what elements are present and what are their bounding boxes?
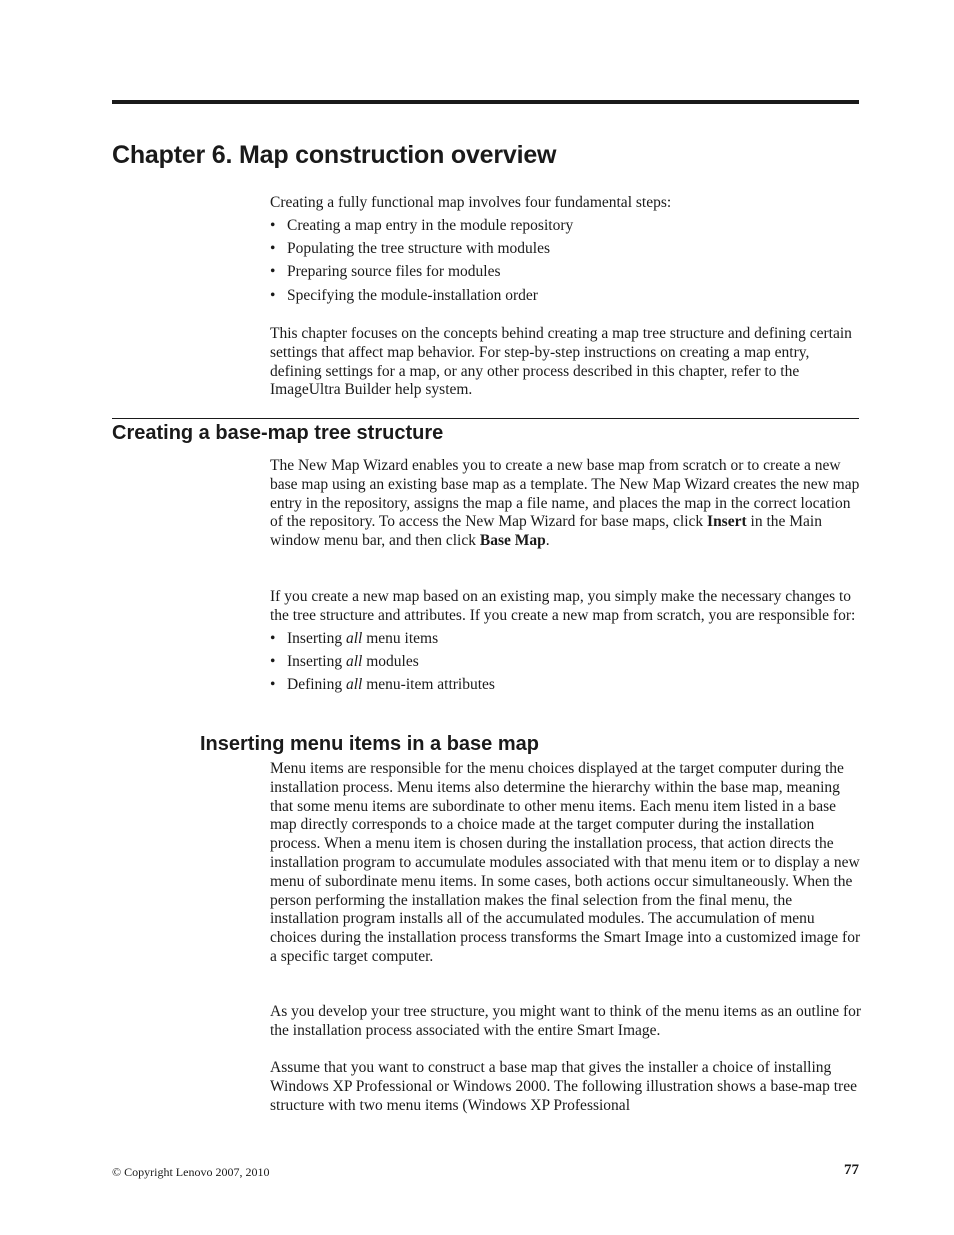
chapter-intro-block <box>270 194 862 310</box>
text-run: menu-item attributes <box>362 676 495 694</box>
list-item: • Specifying the module-installation order <box>270 287 862 310</box>
menu-items-paragraph-2: As you develop your tree structure, you might want to think of the menu items as an outline for the installation process associated with the entire Smart Image. <box>270 1003 862 1039</box>
chapter-focus-block <box>270 325 862 400</box>
menu-items-block-2 <box>270 1003 862 1041</box>
emphasis: all <box>345 676 363 694</box>
text-run: in the Main window menu bar, and then click <box>270 513 822 550</box>
section-rule <box>112 418 859 419</box>
base-map-paragraph-1 <box>270 457 862 551</box>
text-run: Inserting <box>287 629 346 647</box>
menu-items-paragraph-3: Assume that you want to construct a base map that gives the installer a choice of installing Windows XP Professional or Windows 2000. The following illustration shows a base-map tree structure with two menu items (Windows XP Professional <box>270 1059 857 1114</box>
text-run: . <box>545 532 550 550</box>
section-heading-menu-items: Inserting menu items in a base map <box>200 733 539 755</box>
base-map-menu-term: Base Map <box>479 532 546 550</box>
responsibilities-list <box>270 630 862 700</box>
list-item <box>270 630 862 653</box>
text-run: Inserting <box>287 652 346 670</box>
menu-items-paragraph-1: Menu items are responsible for the menu choices displayed at the target computer during the installation process. Menu items also determine the hierarchy within the base map, meaning that some menu items are subordinate to other menu items. Each menu item listed in a base map directly corresponds to a choice made at the target computer during the installation process. When a menu item is chosen during the installation process, that action directs the installation program to accumulate modules associated with that menu item or to display a new menu of subordinate menu items. In some cases, both actions occur simultaneously. When the person performing the installation makes the final selection from the final menu, the installation program installs all of the accumulated modules. The accumulation of menu choices during the installation process transforms the Smart Image into a customized image for a specific target computer. <box>270 760 861 965</box>
menu-items-block-1 <box>270 760 862 967</box>
list-item: • Creating a map entry in the module repository <box>270 217 862 240</box>
base-map-paragraph-2: If you create a new map based on an existing map, you simply make the necessary changes to the tree structure and attributes. If you create a new map from scratch, you are responsible for: <box>270 588 856 624</box>
emphasis: all <box>345 652 363 670</box>
text-run: Defining <box>287 676 346 694</box>
list-item: • Preparing source files for modules <box>270 263 862 286</box>
chapter-title: Chapter 6. Map construction overview <box>112 141 557 169</box>
list-item <box>270 676 862 699</box>
footer-copyright: © Copyright Lenovo 2007, 2010 <box>112 1165 270 1179</box>
base-map-responsibilities-block <box>270 588 862 699</box>
emphasis: all <box>345 629 363 647</box>
section-heading-base-map: Creating a base-map tree structure <box>112 422 444 444</box>
text-run: The New Map Wizard enables you to create a new base map from scratch or to create a new base map using an existing base map as a template. The New Map Wizard creates the new map entry in the repository, assigns the map a file name, and places the map in the correct location of the repository. To access the New Map Wizard for base maps, click <box>270 457 860 531</box>
insert-menu-term: Insert <box>707 513 747 531</box>
chapter-top-rule <box>112 100 859 104</box>
steps-list <box>270 217 862 310</box>
page-number: 77 <box>844 1162 859 1178</box>
text-run: modules <box>362 652 419 670</box>
chapter-intro: Creating a fully functional map involves four fundamental steps: <box>270 194 672 211</box>
menu-items-block-3 <box>270 1059 862 1115</box>
text-run: menu items <box>362 629 439 647</box>
chapter-focus-paragraph: This chapter focuses on the concepts behind creating a map tree structure and defining certain settings that affect map behavior. For step-by-step instructions on creating a map entry, defining settings for a map, or any other process described in this chapter, refer to the ImageUltra Builder help system. <box>270 325 852 399</box>
list-item: • Populating the tree structure with modules <box>270 240 862 263</box>
list-item <box>270 653 862 676</box>
base-map-block <box>270 457 862 551</box>
